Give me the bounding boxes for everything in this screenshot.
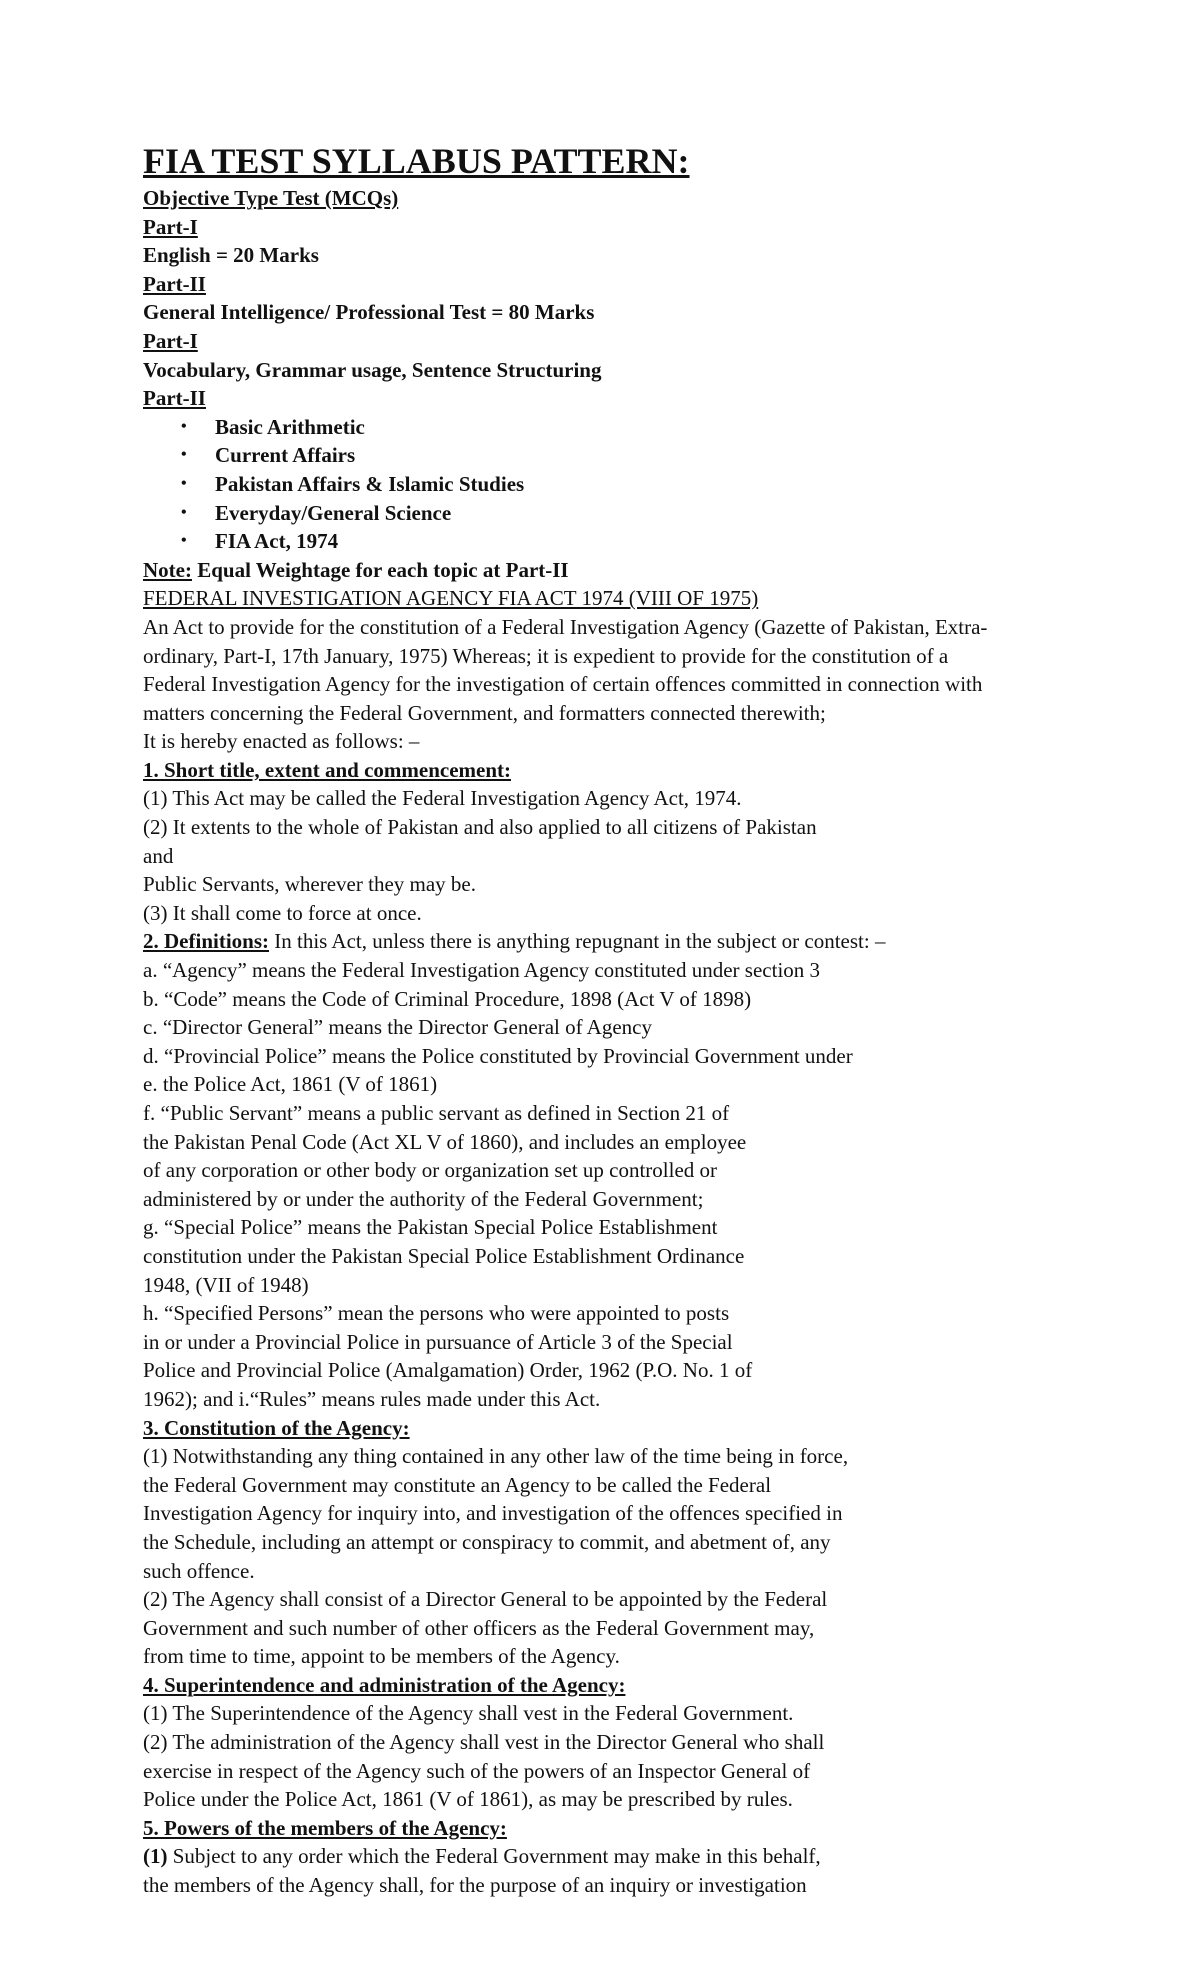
section-2-intro: In this Act, unless there is anything repugnant in the subject or contest: – [269,929,886,954]
section-line: b. “Code” means the Code of Criminal Procedure, 1898 (Act V of 1898) [143,986,752,1011]
section-line: such offence. [143,1558,255,1583]
section-4-heading: 4. Superintendence and administration of the Agency: [143,1672,626,1697]
section-line: administered by or under the authority of the Federal Government; [143,1186,704,1211]
bullet-icon: • [181,532,187,550]
section-line: e. the Police Act, 1861 (V of 1861) [143,1072,438,1097]
preamble-line: ordinary, Part-I, 17th January, 1975) Whereas; it is expedient to provide for the constitution of a [143,643,949,668]
topic-item: • Everyday/General Science [143,499,1093,528]
bullet-icon: • [181,474,187,492]
section-line: (2) The Agency shall consist of a Director General to be appointed by the Federal [143,1587,828,1612]
section-line: in or under a Provincial Police in pursuance of Article 3 of the Special [143,1329,733,1354]
section-line: and [143,843,174,868]
section-3-heading: 3. Constitution of the Agency: [143,1415,410,1440]
section-2-heading-line [143,927,1093,956]
part1-content: Vocabulary, Grammar usage, Sentence Structuring [143,357,602,382]
section-line: Government and such number of other officers as the Federal Government may, [143,1615,815,1640]
section-line [143,1842,1093,1871]
section-line: the Pakistan Penal Code (Act XL V of 1860), and includes an employee [143,1129,747,1154]
section-line: a. “Agency” means the Federal Investigation Agency constituted under section 3 [143,958,821,983]
objective-heading: Objective Type Test (MCQs) [143,186,399,210]
section-line: exercise in respect of the Agency such of the powers of an Inspector General of [143,1758,811,1783]
section-line: 1948, (VII of 1948) [143,1272,309,1297]
topic-item: • Basic Arithmetic [143,413,1093,442]
section-line: h. “Specified Persons” mean the persons who were appointed to posts [143,1301,730,1326]
topic-item: • Current Affairs [143,441,1093,470]
section-line: Police under the Police Act, 1861 (V of 1861), as may be prescribed by rules. [143,1787,793,1812]
part1-heading-second: Part-I [143,328,198,353]
part2-heading: Part-II [143,271,206,296]
topic-item: • FIA Act, 1974 [143,527,1093,556]
gi-marks: General Intelligence/ Professional Test = 80 Marks [143,300,595,325]
section-4-body [143,1699,1093,1813]
section-line: Investigation Agency for inquiry into, and investigation of the offences specified in [143,1501,843,1526]
english-marks: English = 20 Marks [143,243,319,268]
note [143,556,1093,585]
bullet-icon: • [181,503,187,521]
topic-list [143,413,1093,556]
section-line: from time to time, appoint to be members of the Agency. [143,1644,620,1669]
section-line: (3) It shall come to force at once. [143,900,422,925]
section-line: (2) It extents to the whole of Pakistan and also applied to all citizens of Pakistan [143,815,817,840]
bullet-icon: • [181,446,187,464]
section-line: 1962); and i.“Rules” means rules made under this Act. [143,1386,601,1411]
note-label: Note: [143,557,192,582]
preamble-line: matters concerning the Federal Government, and formatters connected therewith; [143,700,826,725]
preamble-line: An Act to provide for the constitution of a Federal Investigation Agency (Gazette of Pakistan, Extra- [143,614,988,639]
section-3-body [143,1442,1093,1671]
subsection-text: Subject to any order which the Federal Government may make in this behalf, [167,1844,821,1869]
section-line: (1) Notwithstanding any thing contained in any other law of the time being in force, [143,1444,849,1469]
section-2-heading: 2. Definitions: [143,929,269,954]
section-line: d. “Provincial Police” means the Police constituted by Provincial Government under [143,1043,853,1068]
section-line: the Federal Government may constitute an Agency to be called the Federal [143,1472,772,1497]
section-1-body [143,784,1093,927]
section-line: g. “Special Police” means the Pakistan Special Police Establishment [143,1215,718,1240]
section-5-body [143,1842,1093,1899]
page-title: FIA TEST SYLLABUS PATTERN: [143,141,690,181]
section-line: constitution under the Pakistan Special Police Establishment Ordinance [143,1243,745,1268]
subsection-label: (1) [143,1844,168,1869]
topic-item: • Pakistan Affairs & Islamic Studies [143,470,1093,499]
section-line: (2) The administration of the Agency shall vest in the Director General who shall [143,1730,825,1755]
section-line: Public Servants, wherever they may be. [143,872,476,897]
section-line: Police and Provincial Police (Amalgamation) Order, 1962 (P.O. No. 1 of [143,1358,753,1383]
section-line: the Schedule, including an attempt or conspiracy to commit, and abetment of, any [143,1529,831,1554]
document-page [143,140,1093,1900]
section-line: f. “Public Servant” means a public servant as defined in Section 21 of [143,1101,730,1125]
section-line: c. “Director General” means the Director General of Agency [143,1015,652,1040]
section-line: (1) This Act may be called the Federal Investigation Agency Act, 1974. [143,786,742,811]
part1-heading: Part-I [143,214,198,239]
bullet-icon: • [181,417,187,435]
section-1-heading: 1. Short title, extent and commencement: [143,757,511,782]
part2-heading-second: Part-II [143,386,206,411]
section-line: of any corporation or other body or organization set up controlled or [143,1158,718,1183]
preamble [143,613,1093,756]
preamble-line: It is hereby enacted as follows: – [143,729,420,754]
section-line: (1) The Superintendence of the Agency shall vest in the Federal Government. [143,1701,794,1726]
act-heading: FEDERAL INVESTIGATION AGENCY FIA ACT 1974 (VIII OF 1975) [143,586,759,611]
section-5-heading: 5. Powers of the members of the Agency: [143,1815,507,1840]
preamble-line: Federal Investigation Agency for the investigation of certain offences committed in connection with [143,672,983,697]
section-2-body [143,956,1093,1414]
note-text: Equal Weightage for each topic at Part-II [191,557,569,582]
section-line: the members of the Agency shall, for the purpose of an inquiry or investigation [143,1873,807,1898]
